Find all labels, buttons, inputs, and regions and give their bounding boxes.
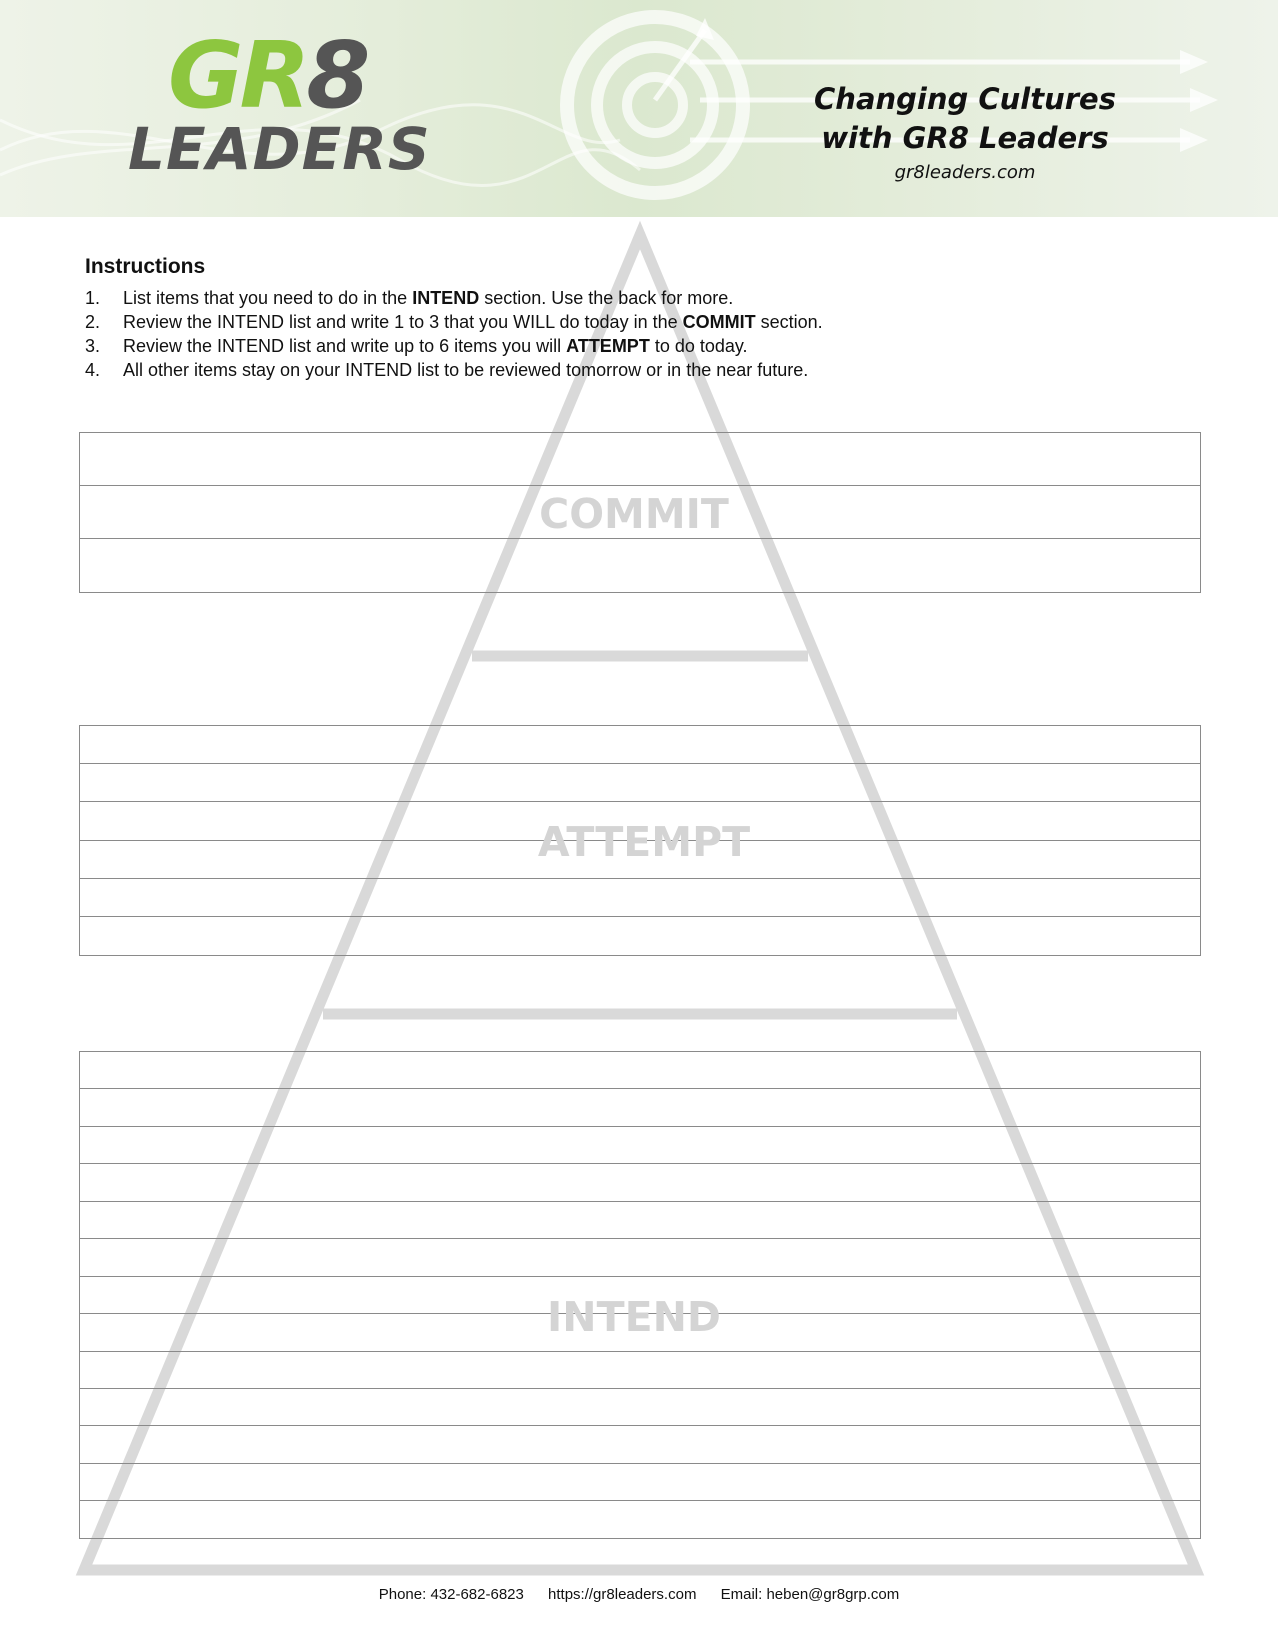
instructions (85, 255, 1185, 382)
commit-entry-line[interactable] (80, 433, 1200, 486)
footer-email[interactable]: Email: heben@gr8grp.com (720, 1586, 900, 1603)
footer-url[interactable]: https://gr8leaders.com (548, 1586, 697, 1603)
intend-entry-line[interactable] (80, 1501, 1200, 1538)
logo-wordmark: GR8 (168, 22, 367, 129)
attempt-entry-line[interactable] (80, 764, 1200, 802)
intend-entry-line[interactable] (80, 1052, 1200, 1089)
tagline-line-1: Changing Cultures (814, 82, 1116, 116)
instructions-title: Instructions (85, 255, 206, 278)
tagline-line-2: with GR8 Leaders (821, 121, 1109, 155)
intend-entry-line[interactable] (80, 1202, 1200, 1239)
intend-entry-line[interactable] (80, 1164, 1200, 1201)
commit-entry-line[interactable] (80, 539, 1200, 592)
intend-entry-line[interactable] (80, 1426, 1200, 1463)
logo-leaders-text: LEADERS (128, 115, 431, 183)
footer (0, 1586, 1278, 1603)
instructions-list (85, 286, 1185, 382)
intend-entry-line[interactable] (80, 1389, 1200, 1426)
intend-entry-line[interactable] (80, 1464, 1200, 1501)
instruction-item: 2. Review the INTEND list and write 1 to 3 that you WILL do today in the COMMIT section. (85, 312, 823, 332)
attempt-label: ATTEMPT (537, 818, 751, 866)
commit-label: COMMIT (539, 490, 729, 538)
intend-label: INTEND (547, 1293, 721, 1341)
intend-entry-line[interactable] (80, 1127, 1200, 1164)
instruction-item: 4. All other items stay on your INTEND list to be reviewed tomorrow or in the near future. (85, 360, 809, 380)
attempt-entry-line[interactable] (80, 726, 1200, 764)
intend-entry-line[interactable] (80, 1089, 1200, 1126)
attempt-entry-line[interactable] (80, 917, 1200, 955)
attempt-entry-line[interactable] (80, 879, 1200, 917)
instruction-item: 3. Review the INTEND list and write up to 6 items you will ATTEMPT to do today. (85, 336, 748, 356)
intend-entry-line[interactable] (80, 1239, 1200, 1276)
footer-phone: Phone: 432-682-6823 (378, 1586, 524, 1603)
intend-entry-line[interactable] (80, 1352, 1200, 1389)
instruction-item: 1. List items that you need to do in the INTEND section. Use the back for more. (85, 288, 734, 308)
website-link[interactable]: gr8leaders.com (894, 162, 1036, 183)
